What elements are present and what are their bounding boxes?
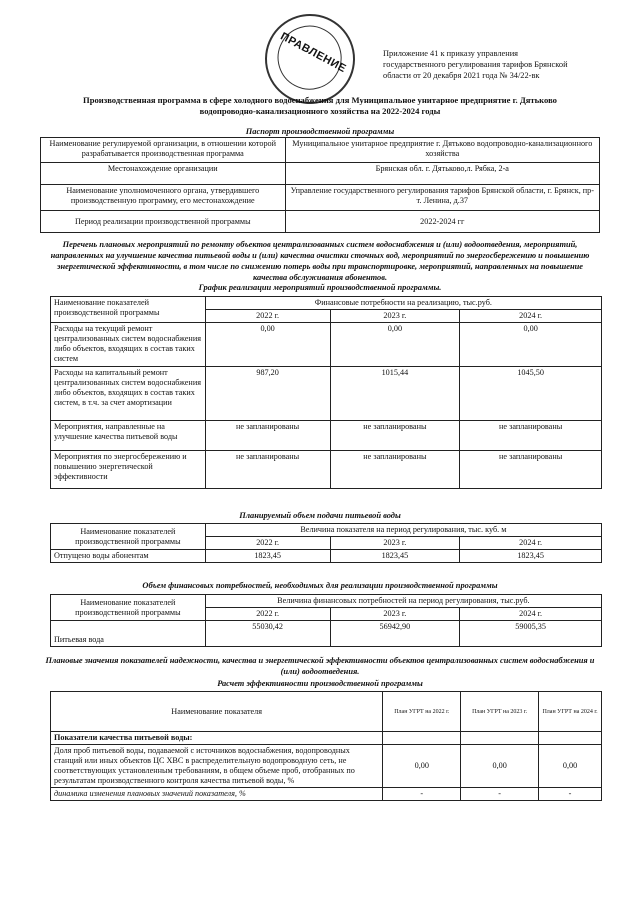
efficiency-table: [50, 691, 602, 801]
year-header: 2023 г.: [330, 537, 460, 550]
table-row: [41, 163, 600, 185]
appendix-line: Приложение 41 к приказу управления: [383, 49, 519, 58]
measures-schedule-heading: График реализации мероприятий производственной программы.: [198, 283, 442, 292]
passport-label: Местонахождение организации: [41, 163, 286, 185]
appendix-note: [383, 48, 593, 81]
row-name: Мероприятия по энергосбережению и повышению энергетической эффективности: [51, 451, 206, 489]
measures-heading: Перечень плановых мероприятий по ремонту объектов централизованных систем водоснабжения и (или) водоотведения, мероприятий, направленных на улучшение качества питьевой воды и (или) качества очистки сточных вод, мероприятий по энергосбережению и повышению энергетической эффективности, в том числе по снижению потерь воды при транспортировке, мероприятий, направленных на повышение качества обслуживания абонентов.: [50, 240, 590, 282]
table-header-row: [51, 297, 602, 310]
table-header-row: [51, 692, 602, 732]
year-header: 2024 г.: [460, 608, 602, 621]
cell-value: 59005,35: [460, 621, 602, 647]
table-row: [51, 550, 602, 563]
row-name: Расходы на текущий ремонт централизованных систем водоснабжения либо объектов, входящих в состав таких систем: [51, 323, 206, 367]
cell-value: 1045,50: [460, 367, 602, 421]
year-header: 2023 г.: [330, 310, 460, 323]
year-header: 2022 г.: [205, 537, 330, 550]
cell-value: 56942,90: [330, 621, 460, 647]
document-title: [60, 95, 580, 117]
table-row: [51, 367, 602, 421]
efficiency-calc-heading: Расчет эффективности производственной программы: [217, 679, 423, 688]
table-row: [51, 732, 602, 745]
passport-value: Муниципальное унитарное предприятие г. Дятьково водопроводно-канализационного хозяйства: [285, 138, 599, 163]
title-line: Производственная программа в сфере холодного водоснабжения для Муниципальное унитарное предприятие г. Дятьково: [83, 95, 557, 105]
empty-cell: [461, 732, 539, 745]
volume-heading: Планируемый объем подачи питьевой воды: [239, 511, 401, 520]
cell-value: 0,00: [460, 323, 602, 367]
col-header-name: Наименование показателей производственной программы: [51, 524, 206, 550]
finance-heading: Объем финансовых потребностей, необходимых для реализации производственной программы: [142, 581, 498, 590]
cell-value: 0,00: [539, 745, 602, 788]
row-name: Мероприятия, направленные на улучшение качества питьевой воды: [51, 421, 206, 451]
empty-cell: [539, 732, 602, 745]
passport-heading: Паспорт производственной программы: [245, 127, 395, 136]
cell-value: 987,20: [205, 367, 330, 421]
cell-value: не запланированы: [205, 451, 330, 489]
col-header-name: Наименование показателей производственной программы: [51, 595, 206, 621]
table-row: [41, 185, 600, 211]
table-row: [41, 138, 600, 163]
cell-value: -: [461, 788, 539, 801]
table-header-row: [51, 524, 602, 537]
col-header-group: Финансовые потребности на реализацию, тыс.руб.: [205, 297, 601, 310]
appendix-line: государственного регулирования тарифов Брянской: [383, 60, 568, 69]
col-header-plan: План УГРТ на 2024 г.: [539, 692, 602, 732]
passport-label: Период реализации производственной программы: [41, 211, 286, 233]
cell-value: не запланированы: [205, 421, 330, 451]
cell-value: 55030,42: [205, 621, 330, 647]
table-row: [51, 788, 602, 801]
cell-value: -: [383, 788, 461, 801]
table-row: [51, 621, 602, 647]
cell-value: -: [539, 788, 602, 801]
col-header-name: Наименование показателя: [51, 692, 383, 732]
cell-value: 1823,45: [205, 550, 330, 563]
title-line: водопроводно-канализационного хозяйства на 2022-2024 годы: [199, 106, 441, 116]
table-row: [51, 745, 602, 788]
cell-value: не запланированы: [460, 451, 602, 489]
col-header-group: Величина показателя на период регулирования, тыс. куб. м: [205, 524, 601, 537]
row-name: Расходы на капитальный ремонт централизованных систем водоснабжения либо объектов, входящих в состав таких систем, в т.ч. за счет амортизации: [51, 367, 206, 421]
year-header: 2023 г.: [330, 608, 460, 621]
col-header-group: Величина финансовых потребностей на период регулирования, тыс.руб.: [205, 595, 601, 608]
efficiency-heading: Плановые значения показателей надежности, качества и энергетической эффективности объектов централизованных систем водоснабжения и (или) водоотведения.: [45, 656, 595, 676]
cell-value: 0,00: [330, 323, 460, 367]
cell-value: не запланированы: [330, 421, 460, 451]
year-header: 2024 г.: [460, 537, 602, 550]
row-name: Питьевая вода: [51, 621, 206, 647]
passport-value: Брянская обл. г. Дятьково,л. Рябка, 2-а: [285, 163, 599, 185]
cell-value: 0,00: [461, 745, 539, 788]
finance-table: [50, 594, 602, 647]
volume-table: [50, 523, 602, 563]
passport-label: Наименование регулируемой организации, в отношении которой разрабатывается производственная программа: [41, 138, 286, 163]
appendix-line: области от 20 декабря 2021 года № 34/22-вк: [383, 71, 540, 80]
table-row: [51, 451, 602, 489]
passport-value: 2022-2024 гг: [285, 211, 599, 233]
cell-value: 1823,45: [460, 550, 602, 563]
year-header: 2024 г.: [460, 310, 602, 323]
col-header-name: Наименование показателей производственной программы: [51, 297, 206, 323]
table-row: [51, 421, 602, 451]
col-header-plan: План УГРТ на 2023 г.: [461, 692, 539, 732]
row-name: Доля проб питьевой воды, подаваемой с источников водоснабжения, водопроводных станций или иных объектов ЦС ХВС в распределительную водопроводную сеть, не соответствующих установленным требованиям, в общем объеме проб, отобранных по результатам производственного контроля качества питьевой воды, %: [51, 745, 383, 788]
year-header: 2022 г.: [205, 608, 330, 621]
cell-value: не запланированы: [330, 451, 460, 489]
table-header-row: [51, 595, 602, 608]
row-name: динамика изменения плановых значений показателя, %: [51, 788, 383, 801]
table-row: [51, 323, 602, 367]
passport-label: Наименование уполномоченного органа, утвердившего производственную программу, его местонахождение: [41, 185, 286, 211]
measures-table: [50, 296, 602, 489]
passport-value: Управление государственного регулирования тарифов Брянской области, г. Брянск, пр-т. Ленина, д.37: [285, 185, 599, 211]
cell-value: 1015,44: [330, 367, 460, 421]
cell-value: 0,00: [205, 323, 330, 367]
row-name: Отпущено воды абонентам: [51, 550, 206, 563]
col-header-plan: План УГРТ на 2022 г.: [383, 692, 461, 732]
table-row: [41, 211, 600, 233]
year-header: 2022 г.: [205, 310, 330, 323]
stamp-text: ПРАВЛЕНИЕ: [278, 30, 349, 76]
cell-value: 1823,45: [330, 550, 460, 563]
cell-value: не запланированы: [460, 421, 602, 451]
section-label: Показатели качества питьевой воды:: [51, 732, 383, 745]
passport-table: [40, 137, 600, 233]
empty-cell: [383, 732, 461, 745]
cell-value: 0,00: [383, 745, 461, 788]
